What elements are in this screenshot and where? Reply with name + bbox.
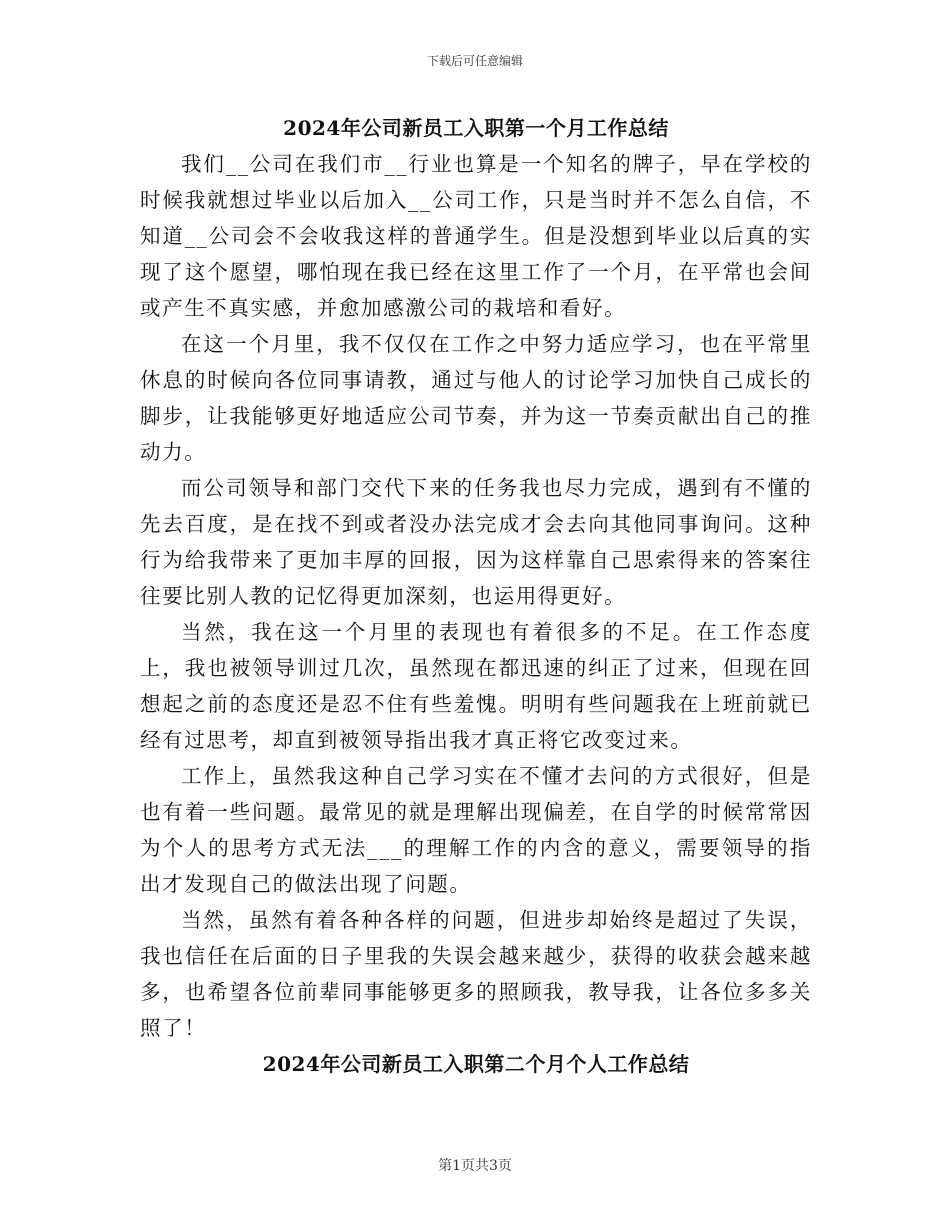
second-section-title: 2024年公司新员工入职第二个月个人工作总结 bbox=[262, 1052, 690, 1076]
page-header-note: 下载后可任意编辑 bbox=[426, 54, 523, 68]
page-number: 第1页共3页 bbox=[438, 1158, 512, 1174]
paragraph: 当然，我在这一个月里的表现也有着很多的不足。在工作态度上，我也被领导训过几次，虽然现在都迅速的纠正了过来，但现在回想起之前的态度还是忍不住有些羞愧。明明有些问题我在上班前就已经有过思考，却直到被领导指出我才真正将它改变过来。 bbox=[140, 620, 812, 752]
document-body bbox=[140, 112, 812, 1082]
paragraph: 当然，虽然有着各种各样的问题，但进步却始终是超过了失误，我也信任在后面的日子里我的失误会越来越少，获得的收获会越来越多，也希望各位前辈同事能够更多的照顾我，教导我，让各位多多关照了！ bbox=[140, 908, 812, 1040]
paragraph: 工作上，虽然我这种自己学习实在不懂才去问的方式很好，但是也有着一些问题。最常见的就是理解出现偏差，在自学的时候常常因为个人的思考方式无法___的理解工作的内含的意义，需要领导的指出才发现自己的做法出现了问题。 bbox=[140, 764, 812, 896]
paragraph: 在这一个月里，我不仅仅在工作之中努力适应学习，也在平常里休息的时候向各位同事请教，通过与他人的讨论学习加快自己成长的脚步，让我能够更好地适应公司节奏，并为这一节奏贡献出自己的推动力。 bbox=[140, 332, 812, 464]
paragraph: 而公司领导和部门交代下来的任务我也尽力完成，遇到有不懂的先去百度，是在找不到或者没办法完成才会去向其他同事询问。这种行为给我带来了更加丰厚的回报，因为这样靠自己思索得来的答案往往要比别人教的记忆得更加深刻，也运用得更好。 bbox=[140, 476, 812, 608]
document-title: 2024年公司新员工入职第一个月工作总结 bbox=[283, 116, 669, 140]
paragraph: 我们__公司在我们市__行业也算是一个知名的牌子，早在学校的时候我就想过毕业以后加入__公司工作，只是当时并不怎么自信，不知道__公司会不会收我这样的普通学生。但是没想到毕业以后真的实现了这个愿望，哪怕现在我已经在这里工作了一个月，在平常也会间或产生不真实感，并愈加感激公司的栽培和看好。 bbox=[140, 152, 812, 320]
